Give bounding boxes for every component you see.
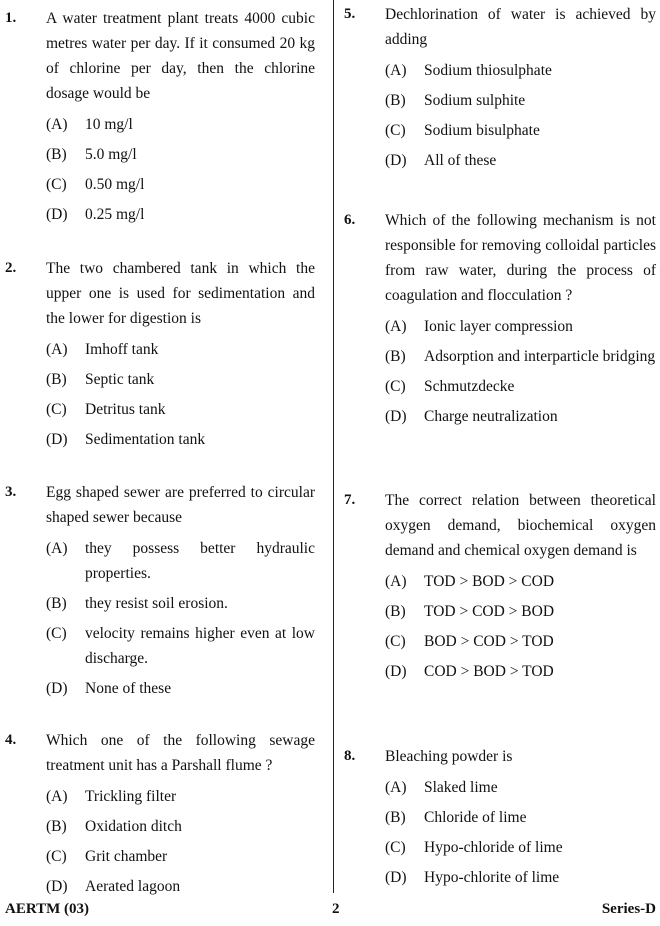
option-text: 5.0 mg/l bbox=[85, 146, 137, 163]
question-number: 5. bbox=[344, 6, 356, 22]
option-d[interactable] bbox=[46, 202, 315, 227]
option-text: velocity remains higher even at low discharge. bbox=[85, 625, 315, 667]
option-label: (A) bbox=[385, 779, 407, 796]
option-text: Grit chamber bbox=[85, 848, 168, 865]
option-b[interactable] bbox=[385, 344, 656, 369]
option-a[interactable] bbox=[385, 569, 656, 594]
option-label: (C) bbox=[46, 625, 67, 642]
option-label: (A) bbox=[385, 318, 407, 335]
question-3 bbox=[5, 480, 315, 706]
option-label: (C) bbox=[46, 176, 67, 193]
option-text: Sodium sulphite bbox=[424, 92, 526, 109]
option-list bbox=[5, 536, 315, 701]
option-label: (A) bbox=[46, 116, 68, 133]
option-c[interactable] bbox=[385, 374, 656, 399]
question-number: 2. bbox=[5, 260, 17, 276]
option-text: Ionic layer compression bbox=[424, 318, 573, 335]
option-b[interactable] bbox=[385, 88, 656, 113]
option-d[interactable] bbox=[46, 427, 315, 452]
option-text: Hypo-chlorite of lime bbox=[424, 869, 560, 886]
option-label: (D) bbox=[385, 869, 407, 886]
option-a[interactable] bbox=[46, 784, 315, 809]
option-b[interactable] bbox=[46, 367, 315, 392]
option-label: (C) bbox=[385, 122, 406, 139]
option-d[interactable] bbox=[385, 148, 656, 173]
question-7 bbox=[344, 488, 656, 689]
option-label: (B) bbox=[46, 595, 67, 612]
option-label: (A) bbox=[46, 540, 68, 557]
option-text: Aerated lagoon bbox=[85, 878, 181, 895]
option-label: (C) bbox=[46, 848, 67, 865]
paper-code: AERTM (03) bbox=[5, 901, 90, 917]
question-number: 7. bbox=[344, 492, 356, 508]
question-text: Which of the following mechanism is not responsible for removing colloidal particles from raw water, during the process of coagulation and flocculation ? bbox=[385, 212, 656, 304]
option-text: TOD > COD > BOD bbox=[424, 603, 555, 620]
option-label: (D) bbox=[385, 663, 407, 680]
option-list bbox=[344, 569, 656, 684]
option-list bbox=[5, 337, 315, 452]
option-d[interactable] bbox=[46, 676, 315, 701]
question-text: Egg shaped sewer are preferred to circular shaped sewer because bbox=[46, 484, 315, 526]
option-label: (B) bbox=[385, 603, 406, 620]
option-d[interactable] bbox=[385, 404, 656, 429]
question-text: The two chambered tank in which the upper one is used for sedimentation and the lower for digestion is bbox=[46, 260, 315, 327]
option-text: 10 mg/l bbox=[85, 116, 133, 133]
option-b[interactable] bbox=[385, 599, 656, 624]
option-text: 0.50 mg/l bbox=[85, 176, 145, 193]
question-4 bbox=[5, 728, 315, 904]
option-label: (D) bbox=[385, 408, 407, 425]
option-c[interactable] bbox=[385, 835, 656, 860]
option-text: Hypo-chloride of lime bbox=[424, 839, 563, 856]
option-c[interactable] bbox=[385, 118, 656, 143]
question-text: Dechlorination of water is achieved by adding bbox=[385, 6, 656, 48]
option-list bbox=[344, 314, 656, 429]
option-text: Charge neutralization bbox=[424, 408, 558, 425]
question-number: 4. bbox=[5, 732, 17, 748]
option-label: (D) bbox=[46, 878, 68, 895]
option-b[interactable] bbox=[385, 805, 656, 830]
question-1 bbox=[5, 6, 315, 232]
question-number: 8. bbox=[344, 748, 356, 764]
option-a[interactable] bbox=[385, 775, 656, 800]
option-c[interactable] bbox=[46, 397, 315, 422]
option-text: Oxidation ditch bbox=[85, 818, 182, 835]
option-text: Septic tank bbox=[85, 371, 155, 388]
option-label: (D) bbox=[46, 206, 68, 223]
option-d[interactable] bbox=[46, 874, 315, 899]
question-5 bbox=[344, 2, 656, 178]
option-b[interactable] bbox=[46, 591, 315, 616]
option-b[interactable] bbox=[46, 814, 315, 839]
question-text: Bleaching powder is bbox=[385, 748, 513, 765]
option-text: Detritus tank bbox=[85, 401, 166, 418]
option-text: 0.25 mg/l bbox=[85, 206, 145, 223]
option-label: (D) bbox=[46, 431, 68, 448]
question-text: Which one of the following sewage treatment unit has a Parshall flume ? bbox=[46, 732, 315, 774]
option-label: (D) bbox=[385, 152, 407, 169]
option-label: (B) bbox=[46, 146, 67, 163]
option-c[interactable] bbox=[46, 621, 315, 671]
question-6 bbox=[344, 208, 656, 434]
option-label: (B) bbox=[46, 818, 67, 835]
option-label: (B) bbox=[385, 92, 406, 109]
option-text: Sedimentation tank bbox=[85, 431, 206, 448]
option-label: (D) bbox=[46, 680, 68, 697]
option-text: Sodium bisulphate bbox=[424, 122, 540, 139]
option-label: (C) bbox=[385, 378, 406, 395]
option-label: (B) bbox=[46, 371, 67, 388]
option-text: Imhoff tank bbox=[85, 341, 159, 358]
page-footer bbox=[5, 901, 656, 925]
option-a[interactable] bbox=[46, 536, 315, 586]
option-text: Adsorption and interparticle bridging bbox=[424, 348, 656, 365]
option-label: (A) bbox=[385, 62, 407, 79]
question-text: The correct relation between theoretical oxygen demand, biochemical oxygen demand and chemical oxygen demand is bbox=[385, 492, 656, 559]
option-d[interactable] bbox=[385, 659, 656, 684]
option-label: (C) bbox=[385, 839, 406, 856]
option-b[interactable] bbox=[46, 142, 315, 167]
column-divider bbox=[333, 0, 334, 893]
option-list bbox=[5, 784, 315, 899]
option-text: BOD > COD > TOD bbox=[424, 633, 554, 650]
option-c[interactable] bbox=[385, 629, 656, 654]
series-label: Series-D bbox=[601, 901, 656, 917]
option-label: (B) bbox=[385, 348, 406, 365]
question-8 bbox=[344, 744, 656, 895]
option-a[interactable] bbox=[46, 337, 315, 362]
option-text: COD > BOD > TOD bbox=[424, 663, 554, 680]
option-label: (C) bbox=[46, 401, 67, 418]
option-text: None of these bbox=[85, 680, 172, 697]
option-text: Chloride of lime bbox=[424, 809, 527, 826]
option-text: Trickling filter bbox=[85, 788, 177, 805]
option-label: (C) bbox=[385, 633, 406, 650]
option-text: they resist soil erosion. bbox=[85, 595, 228, 612]
option-a[interactable] bbox=[46, 112, 315, 137]
page-number: 2 bbox=[332, 901, 340, 917]
option-label: (B) bbox=[385, 809, 406, 826]
option-text: they possess better hydraulic properties. bbox=[85, 540, 315, 582]
option-list bbox=[344, 58, 656, 173]
option-text: Sodium thiosulphate bbox=[424, 62, 552, 79]
option-d[interactable] bbox=[385, 865, 656, 890]
option-list bbox=[344, 775, 656, 890]
question-number: 1. bbox=[5, 10, 17, 26]
question-2 bbox=[5, 256, 315, 457]
option-a[interactable] bbox=[385, 58, 656, 83]
option-text: Slaked lime bbox=[424, 779, 498, 796]
question-number: 6. bbox=[344, 212, 356, 228]
option-a[interactable] bbox=[385, 314, 656, 339]
option-text: All of these bbox=[424, 152, 497, 169]
question-text: A water treatment plant treats 4000 cubic metres water per day. If it consumed 20 kg of chlorine per day, then the chlorine dosage would be bbox=[46, 10, 315, 102]
question-number: 3. bbox=[5, 484, 17, 500]
option-label: (A) bbox=[385, 573, 407, 590]
option-text: TOD > BOD > COD bbox=[424, 573, 555, 590]
option-c[interactable] bbox=[46, 844, 315, 869]
option-label: (A) bbox=[46, 788, 68, 805]
option-label: (A) bbox=[46, 341, 68, 358]
option-c[interactable] bbox=[46, 172, 315, 197]
option-text: Schmutzdecke bbox=[424, 378, 515, 395]
option-list bbox=[5, 112, 315, 227]
